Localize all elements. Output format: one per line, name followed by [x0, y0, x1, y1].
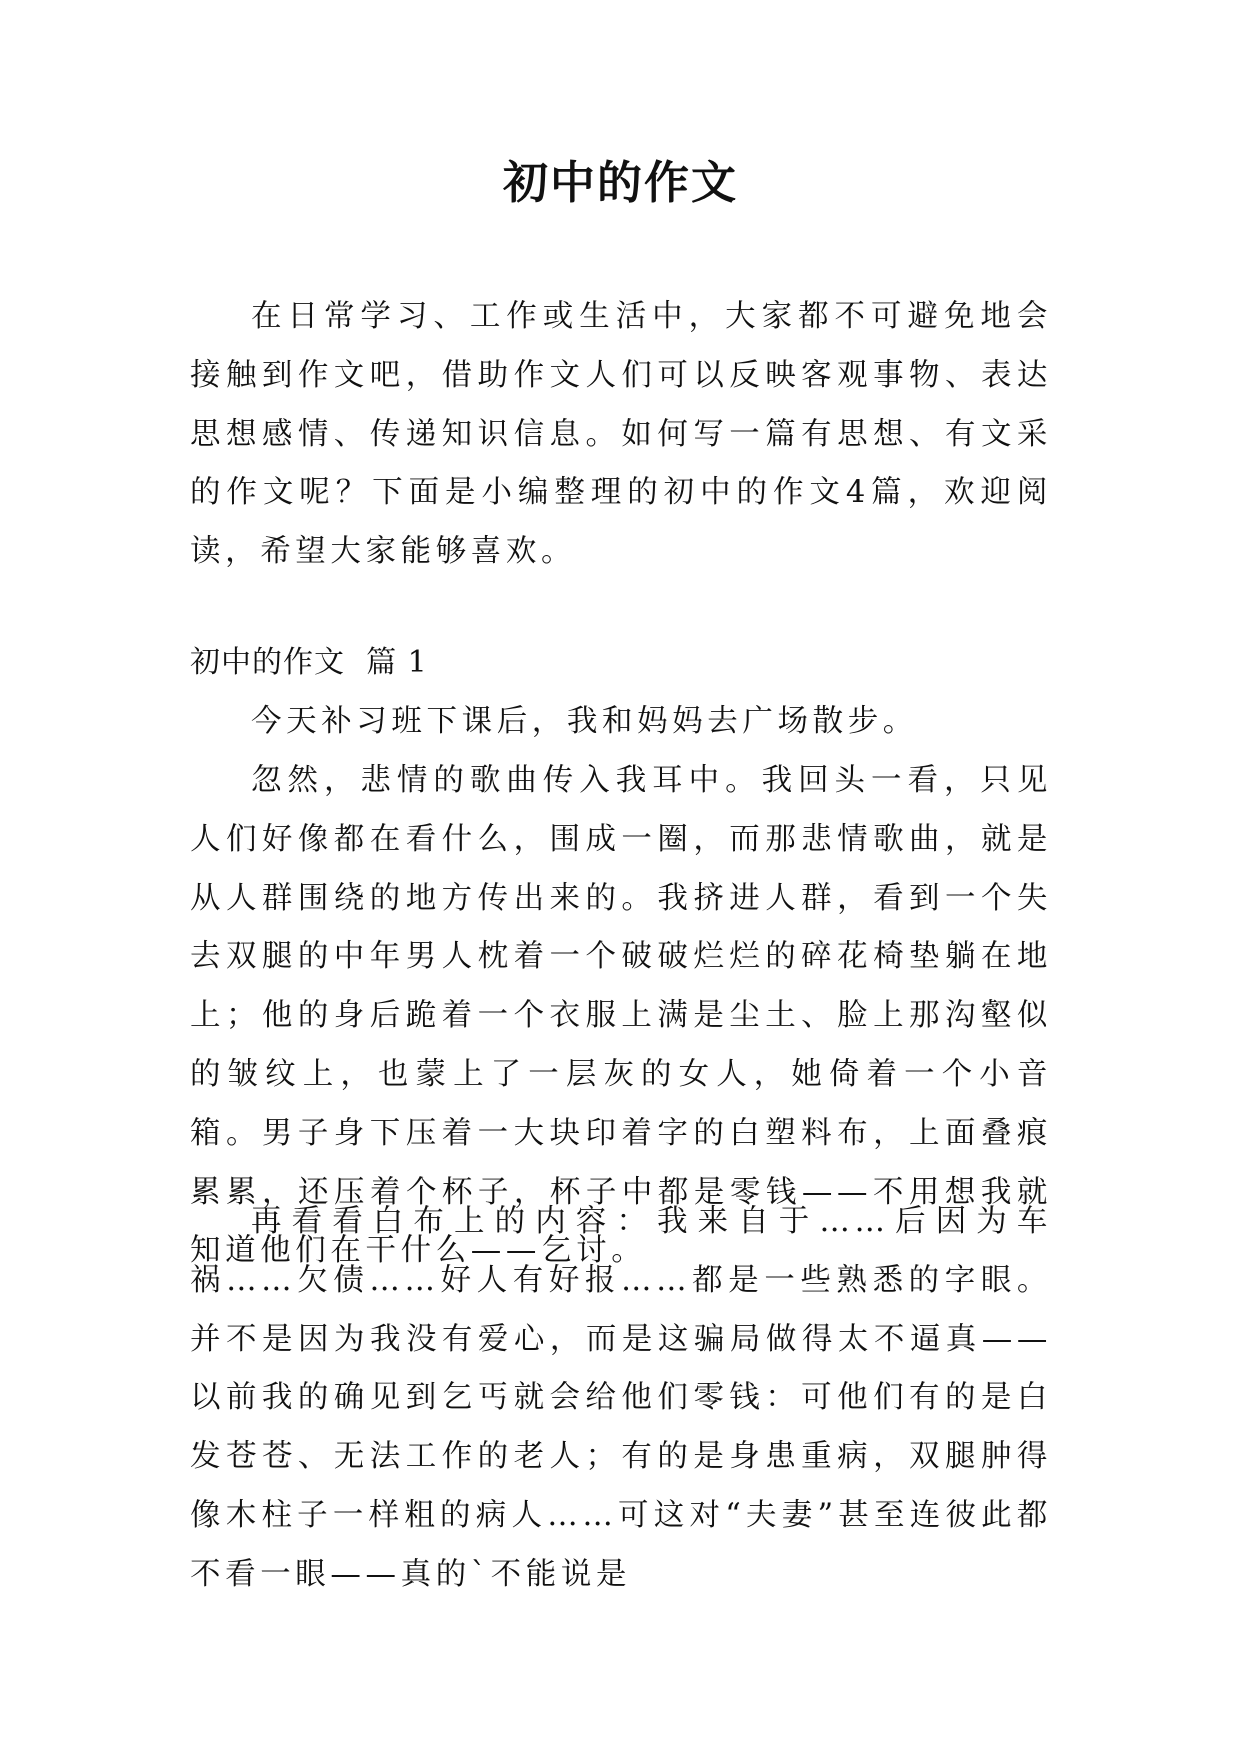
body-paragraph-1: 今天补习班下课后，我和妈妈去广场散步。	[251, 704, 918, 739]
body-paragraph-3: 再看看白布上的内容：我来自于……后因为车祸……欠债……好人有好报……都是一些熟悉的字眼。并不是因为我没有爱心，而是这骗局做得太不逼真——以前我的确见到乞丐就会给他们零钱：可他们有的是白发苍苍、无法工作的老人；有的是身患重病，双腿肿得像木柱子一样粗的病人……可这对“夫妻”甚至连彼此都不看一眼——真的`不能说是	[190, 1204, 1052, 1592]
section-heading: 初中的作文 篇 1	[190, 645, 428, 680]
body-paragraph-2: 忽然，悲情的歌曲传入我耳中。我回头一看，只见人们好像都在看什么，围成一圈，而那悲情歌曲，就是从人群围绕的地方传出来的。我挤进人群，看到一个失去双腿的中年男人枕着一个破破烂烂的碎花椅垫躺在地上；他的身后跪着一个衣服上满是尘土、脸上那沟壑似的皱纹上，也蒙上了一层灰的女人，她倚着一个小音箱。男子身下压着一大块印着字的白塑料布，上面叠痕累累，还压着个杯子，杯子中都是零钱——不用想我就知道他们在干什么——乞讨。	[190, 763, 1052, 1269]
intro-paragraph: 在日常学习、工作或生活中，大家都不可避免地会接触到作文吧，借助作文人们可以反映客观事物、表达思想感情、传递知识信息。如何写一篇有思想、有文采的作文呢？下面是小编整理的初中的作文4篇，欢迎阅读，希望大家能够喜欢。	[190, 299, 1052, 570]
document-title: 初中的作文	[502, 156, 738, 209]
